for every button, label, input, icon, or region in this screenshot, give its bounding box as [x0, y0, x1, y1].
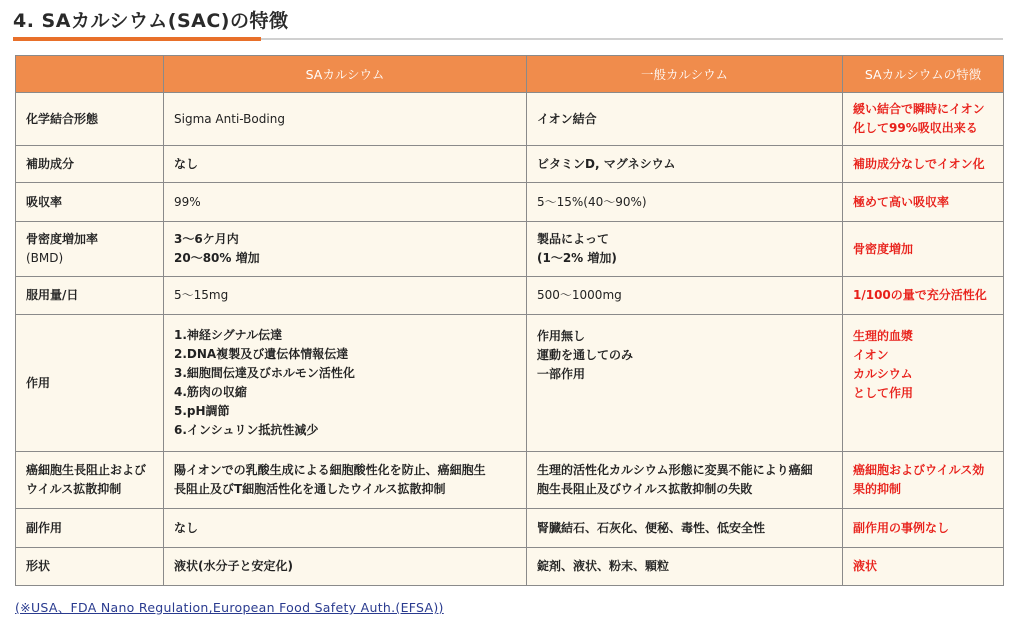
page-title: 4. SAカルシウム(SAC)の特徴	[13, 10, 289, 32]
header-cell-sa-features: SAカルシウムの特徴	[843, 56, 1004, 93]
feature-cell: 液状	[843, 548, 1004, 586]
table-row	[16, 509, 1004, 548]
sa-calcium-cell: 陽イオンでの乳酸生成による細胞酸性化を防止、癌細胞生 長阻止及びT細胞活性化を通したウイルス拡散抑制	[164, 451, 527, 508]
table-row	[16, 183, 1004, 222]
feature-cell: 緩い結合で瞬時にイオン 化して99%吸収出来る	[843, 93, 1004, 146]
general-calcium-cell: 作用無し 運動を通してのみ 一部作用	[527, 315, 843, 451]
title-accent-bar	[13, 37, 261, 41]
row-label: 化学結合形態	[16, 93, 164, 146]
table-row	[16, 277, 1004, 315]
general-calcium-cell: 生理的活性化カルシウム形態に変異不能により癌細 胞生長阻止及びウイルス拡散抑制の失敗	[527, 451, 843, 508]
sa-calcium-cell: 液状(水分子と安定化)	[164, 548, 527, 586]
sa-calcium-cell: Sigma Anti-Boding	[164, 93, 527, 146]
row-label: 補助成分	[16, 146, 164, 183]
feature-cell: 極めて高い吸収率	[843, 183, 1004, 222]
row-label: 形状	[16, 548, 164, 586]
general-calcium-cell: 腎臓結石、石灰化、便秘、毒性、低安全性	[527, 509, 843, 548]
table-row	[16, 93, 1004, 146]
table-row	[16, 315, 1004, 451]
general-calcium-cell: 製品によって (1〜2% 増加)	[527, 222, 843, 277]
table-row	[16, 222, 1004, 277]
row-label: 癌細胞生長阻止および ウイルス拡散抑制	[16, 451, 164, 508]
sa-calcium-cell: なし	[164, 146, 527, 183]
general-calcium-cell: 5〜15%(40〜90%)	[527, 183, 843, 222]
sa-calcium-cell: 3〜6ケ月内 20〜80% 増加	[164, 222, 527, 277]
row-label: 副作用	[16, 509, 164, 548]
row-label: 服用量/日	[16, 277, 164, 315]
feature-cell: 生理的血漿 イオン カルシウム として作用	[843, 315, 1004, 451]
table-row	[16, 451, 1004, 508]
general-calcium-cell: 錠剤、液状、粉末、顆粒	[527, 548, 843, 586]
feature-cell: 副作用の事例なし	[843, 509, 1004, 548]
row-label: 吸収率	[16, 183, 164, 222]
table-row	[16, 146, 1004, 183]
general-calcium-cell: ビタミンD, マグネシウム	[527, 146, 843, 183]
footnote-reference-link[interactable]: (※USA、FDA Nano Regulation,European Food Safety Auth.(EFSA))	[15, 600, 444, 615]
general-calcium-cell: 500〜1000mg	[527, 277, 843, 315]
sa-calcium-cell: なし	[164, 509, 527, 548]
feature-cell: 補助成分なしでイオン化	[843, 146, 1004, 183]
feature-cell: 1/100の量で充分活性化	[843, 277, 1004, 315]
header-cell-empty	[16, 56, 164, 93]
table-header-row	[16, 56, 1004, 93]
header-cell-sa-calcium: SAカルシウム	[164, 56, 527, 93]
sa-calcium-cell: 1.神経シグナル伝達 2.DNA複製及び遺伝体情報伝達 3.細胞間伝達及びホルモン活性化 4.筋肉の収縮 5.pH調節 6.インシュリン抵抗性減少	[164, 315, 527, 451]
general-calcium-cell: イオン結合	[527, 93, 843, 146]
row-label: 骨密度増加率 (BMD)	[16, 222, 164, 277]
feature-cell: 骨密度増加	[843, 222, 1004, 277]
feature-cell: 癌細胞およびウイルス効 果的抑制	[843, 451, 1004, 508]
sa-calcium-cell: 5〜15mg	[164, 277, 527, 315]
table-row	[16, 548, 1004, 586]
header-cell-general-calcium: 一般カルシウム	[527, 56, 843, 93]
comparison-table	[15, 55, 1004, 586]
row-label: 作用	[16, 315, 164, 451]
sa-calcium-cell: 99%	[164, 183, 527, 222]
